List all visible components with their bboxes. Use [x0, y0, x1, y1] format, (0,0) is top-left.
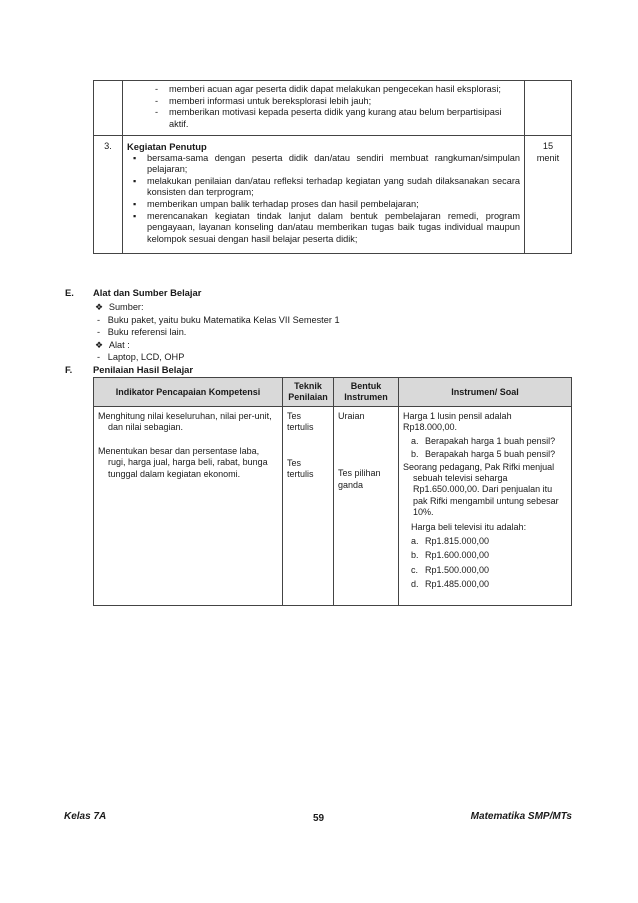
- activities-table: [93, 80, 572, 254]
- square-bullet-list: [131, 153, 520, 246]
- sumber-line: [95, 302, 144, 313]
- time-unit: menit: [536, 152, 560, 163]
- assessment-table: [93, 377, 572, 606]
- option-text: Berapakah harga 5 buah pensil?: [425, 449, 556, 460]
- diamond-bullet-icon: ❖: [95, 340, 104, 350]
- activity-title: Kegiatan Penutup: [127, 141, 207, 152]
- section-letter: F.: [65, 364, 73, 375]
- teknik-item: Tes tertulis: [287, 457, 314, 480]
- activity-cell: [123, 136, 525, 254]
- footer-right: Matematika SMP/MTs: [470, 811, 572, 822]
- soal-option: [403, 536, 567, 547]
- list-item: - memberi acuan agar peserta didik dapat melakukan pengecekan hasil eksplorasi;: [153, 84, 520, 96]
- option-label: a.: [411, 435, 419, 446]
- list-item-text: Buku paket, yaitu buku Matematika Kelas VII Semester 1: [107, 315, 340, 325]
- list-item: - memberi informasi untuk bereksplorasi lebih jauh;: [153, 96, 520, 108]
- soal-stem: Harga 1 lusin pensil adalah Rp18.000,00.: [403, 411, 512, 433]
- section-title: Alat dan Sumber Belajar: [93, 287, 202, 298]
- indikator-item: Menghitung nilai keseluruhan, nilai per-unit, dan nilai sebagian.: [98, 411, 272, 433]
- indikator-item: Menentukan besar dan persentase laba, rugi, harga jual, harga beli, rabat, bunga tunggal dalam kegiatan ekonomi.: [98, 445, 268, 479]
- option-label: d.: [411, 579, 419, 590]
- number-cell: [94, 81, 123, 136]
- table-row: [94, 136, 572, 254]
- dash-list: [153, 84, 520, 130]
- bentuk-item: Uraian: [338, 411, 365, 421]
- time-cell: [525, 81, 572, 136]
- soal-question: [403, 436, 567, 447]
- list-item: - memberikan motivasi kepada peserta didik yang kurang atau belum berpartisipasi aktif.: [153, 107, 520, 130]
- activity-cell: [123, 81, 525, 136]
- list-item: ▪ merencanakan kegiatan tindak lanjut dalam bentuk pembelajaran remedi, program pengayaan, layanan konseling dan/atau memberikan tugas baik tugas individual maupun kelompok sesuai dengan hasil belajar peserta didik;: [131, 211, 520, 246]
- option-text: Rp1.485.000,00: [425, 579, 490, 590]
- list-item-text: Buku referensi lain.: [107, 327, 187, 337]
- header-indikator: Indikator Pencapaian Kompetensi: [94, 378, 283, 407]
- option-label: c.: [411, 564, 419, 575]
- alat-label: Alat :: [108, 340, 130, 350]
- teknik-item: Tes tertulis: [287, 411, 314, 433]
- option-label: a.: [411, 536, 419, 547]
- option-text: Berapakah harga 1 buah pensil?: [425, 435, 556, 446]
- list-item: ▪ memberikan umpan balik terhadap proses dan hasil pembelajaran;: [131, 199, 520, 211]
- soal-stem: Seorang pedagang, Pak Rifki menjual sebuah televisi seharga Rp1.650.000,00. Dari penjualan itu pak Rifki mengambil untung sebesar 10%.: [403, 461, 559, 518]
- list-item: ▪ melakukan penilaian dan/atau refleksi terhadap kegiatan yang sudah dilaksanakan secara konsisten dan terprogram;: [131, 176, 520, 199]
- time-value: 15: [542, 141, 554, 151]
- instrumen-cell: [399, 407, 572, 606]
- list-item: - Laptop, LCD, OHP: [97, 352, 185, 362]
- footer-left: Kelas 7A: [64, 811, 107, 822]
- header-teknik: Teknik Penilaian: [283, 378, 334, 407]
- list-item: - Buku referensi lain.: [97, 327, 187, 337]
- option-text: Rp1.600.000,00: [425, 550, 490, 561]
- bentuk-cell: [334, 407, 399, 606]
- page-number: 59: [313, 813, 325, 824]
- option-label: b.: [411, 550, 419, 561]
- option-text: Rp1.815.000,00: [425, 536, 490, 547]
- list-item: - Buku paket, yaitu buku Matematika Kelas VII Semester 1: [97, 315, 340, 325]
- table-row: [94, 81, 572, 136]
- soal-question: Harga beli televisi itu adalah:: [411, 521, 527, 532]
- section-title: Penilaian Hasil Belajar: [93, 364, 194, 375]
- header-bentuk: Bentuk Instrumen: [334, 378, 399, 407]
- option-label: b.: [411, 449, 419, 460]
- table-row: [94, 407, 572, 606]
- list-item: ▪ bersama-sama dengan peserta didik dan/atau sendiri membuat rangkuman/simpulan pelajaran;: [131, 153, 520, 176]
- option-text: Rp1.500.000,00: [425, 564, 490, 575]
- alat-line: [95, 340, 130, 351]
- bentuk-item: Tes pilihan ganda: [338, 468, 381, 490]
- list-item-text: Laptop, LCD, OHP: [107, 352, 185, 362]
- number-cell: 3.: [94, 136, 123, 254]
- soal-option: [403, 579, 567, 590]
- indikator-cell: [94, 407, 283, 606]
- diamond-bullet-icon: ❖: [95, 302, 104, 312]
- sumber-label: Sumber:: [108, 302, 144, 312]
- soal-question: [403, 449, 567, 460]
- section-letter: E.: [65, 287, 74, 298]
- time-cell: [525, 136, 572, 254]
- header-instrumen: Instrumen/ Soal: [399, 378, 572, 407]
- table-header-row: [94, 378, 572, 407]
- soal-option: [403, 565, 567, 576]
- soal-option: [403, 550, 567, 561]
- teknik-cell: [283, 407, 334, 606]
